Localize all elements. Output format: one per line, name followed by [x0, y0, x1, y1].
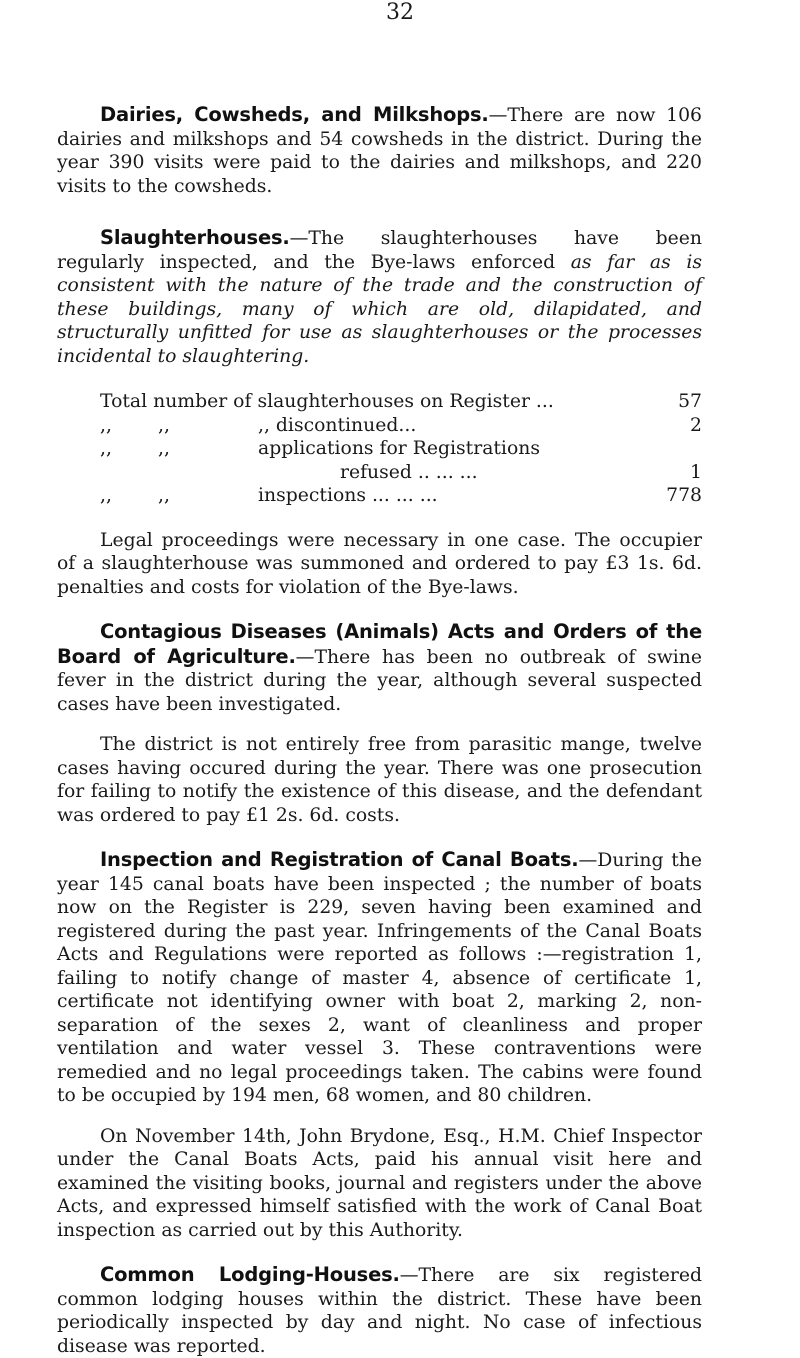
- contagious-text: —There has been no outbreak of swine fever in the district during the year, although several suspected cases have been investigated.: [57, 646, 702, 715]
- slaughterhouses-italic-text: as far as is consistent with the nature of the trade and the construction of these buildings, many of which are old, dilapidated, and structurally unfitted for use as slaughterhouses or the processes incidental to slaughtering.: [57, 251, 702, 367]
- slaughterhouses-heading: Slaughterhouses.: [100, 226, 290, 249]
- row-ditto-2: ,,: [158, 438, 170, 459]
- row-ditto-2: ,,: [158, 485, 170, 506]
- table-row: [57, 484, 702, 508]
- table-row: [57, 390, 702, 414]
- table-cell: [57, 390, 654, 414]
- canal-boats-paragraph: [57, 848, 702, 1108]
- row-label: inspections ... ... ...: [258, 485, 438, 506]
- contagious-heading: Contagious Diseases (Animals) Acts and Orders of the Board of Agriculture.: [57, 620, 702, 668]
- row-label: slaughterhouses on Register ...: [257, 391, 554, 412]
- row-ditto-2: ,,: [158, 414, 170, 436]
- page-content: [57, 103, 702, 1358]
- row-value: [654, 437, 702, 461]
- row-ditto-1: ,,: [100, 414, 112, 436]
- row-label: ,, discontinued...: [258, 414, 417, 436]
- table-row: [57, 461, 702, 485]
- dairies-paragraph: [57, 103, 702, 198]
- row-lead: Total number of: [100, 391, 252, 412]
- row-value: 1: [690, 461, 702, 483]
- lodging-houses-paragraph: [57, 1263, 702, 1358]
- slaughterhouses-paragraph: [57, 226, 702, 368]
- row-value: 778: [666, 485, 702, 506]
- row-label: refused .. ... ...: [340, 461, 478, 483]
- dairies-text: —There are now 106 dairies and milkshops and 54 cowsheds in the district. During the year 390 visits were paid to the dairies and milkshops, and 220 visits to the cowsheds.: [57, 105, 702, 197]
- slaughterhouse-register-table: [57, 390, 702, 508]
- row-ditto-1: [57, 461, 158, 485]
- legal-proceedings-paragraph: Legal proceedings were necessary in one case. The occupier of a slaughterhouse was summoned and ordered to pay £3 1s. 6d. penalties and costs for violation of the Bye-laws.: [57, 529, 702, 598]
- contagious-paragraph: [57, 620, 702, 716]
- canal-boats-heading: Inspection and Registration of Canal Boats.: [100, 848, 579, 871]
- dairies-heading: Dairies, Cowsheds, and Milkshops.: [100, 103, 489, 126]
- november-paragraph: On November 14th, John Brydone, Esq., H.M. Chief Inspector under the Canal Boats Acts, paid his annual visit here and examined the visiting books, journal and registers under the above Acts, and expressed himself satisfied with the work of Canal Boat inspection as carried out by this Authority.: [57, 1125, 702, 1241]
- table-row: [57, 414, 702, 438]
- page-number: 32: [386, 0, 414, 25]
- row-label: applications for Registrations: [258, 438, 540, 459]
- row-ditto-1: ,,: [100, 438, 112, 459]
- row-value: 57: [678, 391, 702, 412]
- slaughterhouses-text: —The slaughterhouses have been regularly inspected, and the Bye-laws enforced: [57, 228, 702, 273]
- table-row: [57, 437, 702, 461]
- canal-boats-text: —During the year 145 canal boats have been inspected ; the number of boats now on the Register is 229, seven having been examined and registered during the past year. Infringements of the Canal Boats Acts and Regulations were reported as follows :—registration 1, failing to notify change of master 4, absence of certificate 1, certificate not identifying owner with boat 2, marking 2, non-separation of the sexes 2, want of cleanliness and proper ventilation and water vessel 3. These contraventions were remedied and no legal proceedings taken. The cabins were found to be occupied by 194 men, 68 women, and 80 children.: [57, 850, 702, 1106]
- row-ditto-2: [158, 461, 250, 485]
- row-value: 2: [690, 414, 702, 436]
- lodging-houses-heading: Common Lodging-Houses.: [100, 1263, 400, 1286]
- mange-paragraph: The district is not entirely free from parasitic mange, twelve cases having occured during the year. There was one prosecution for failing to notify the existence of this disease, and the defendant was ordered to pay £1 2s. 6d. costs.: [57, 734, 702, 826]
- lodging-houses-text: —There are six registered common lodging houses within the district. These have been periodically inspected by day and night. No case of infectious disease was reported.: [57, 1265, 702, 1357]
- row-ditto-1: ,,: [100, 485, 112, 506]
